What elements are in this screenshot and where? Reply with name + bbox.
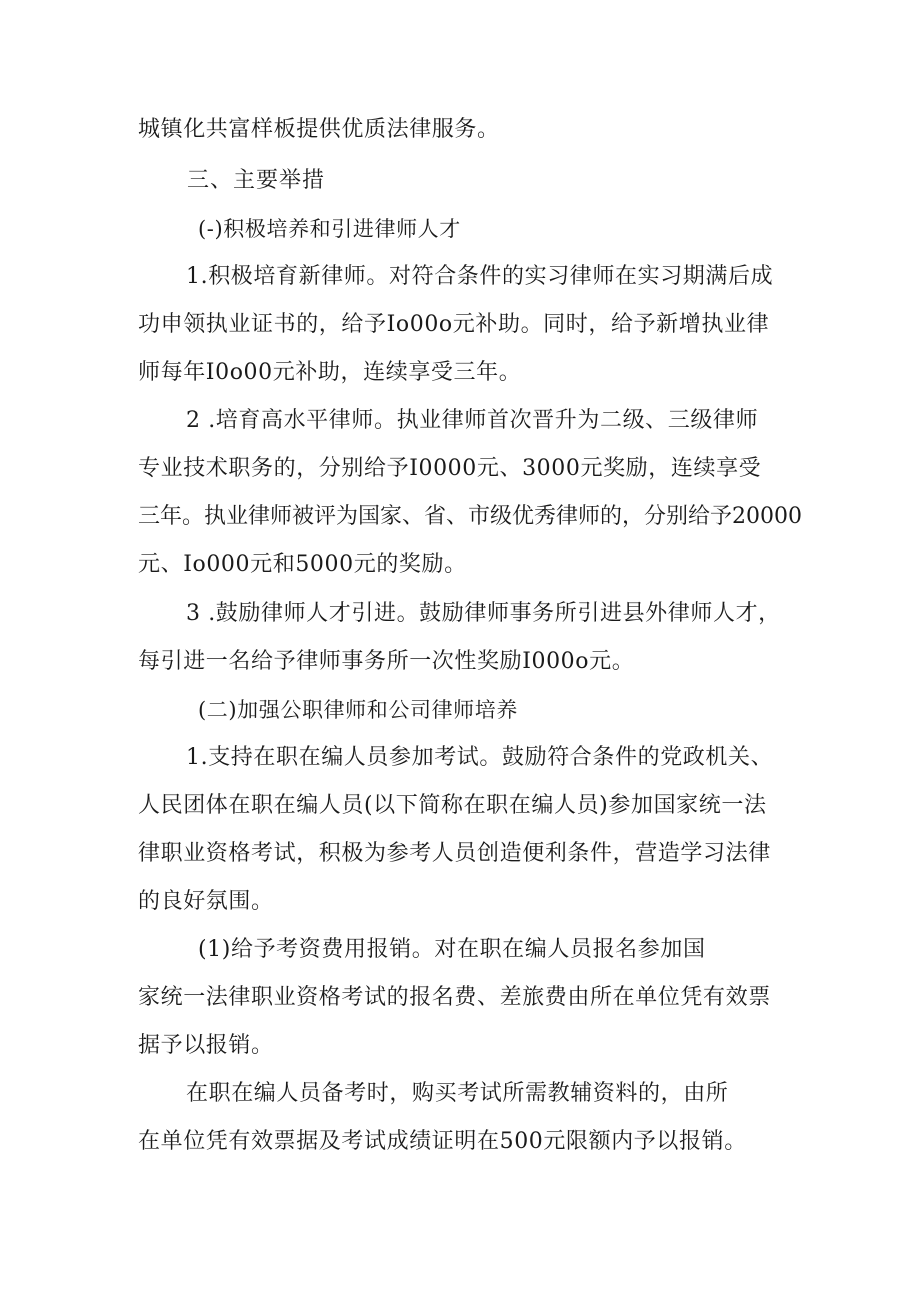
text-line-14: 1.支持在职在编人员参加考试。鼓励符合条件的党政机关、 <box>186 745 774 770</box>
subsection-heading-2: (二)加强公职律师和公司律师培养 <box>198 698 518 722</box>
text-line-20: 据予以报销。 <box>138 1033 274 1058</box>
text-line-7: 2 .培育高水平律师。执业律师首次晋升为二级、三级律师 <box>186 408 759 433</box>
text-line-21: 在职在编人员备考时，购买考试所需教辅资料的，由所 <box>186 1081 729 1106</box>
text-line-5: 功申领执业证书的，给予Io00o元补助。同时，给予新增执业律 <box>138 312 770 337</box>
text-line-4: 1.积极培育新律师。对符合条件的实习律师在实习期满后成 <box>186 264 774 289</box>
text-line-15: 人民团体在职在编人员(以下简称在职在编人员)参加国家统一法 <box>138 793 767 818</box>
text-line-6: 师每年I0o00元补助，连续享受三年。 <box>138 360 522 385</box>
text-line-1: 城镇化共富样板提供优质法律服务。 <box>138 117 500 142</box>
text-line-12: 每引进一名给予律师事务所一次性奖励I000o元。 <box>138 649 635 674</box>
text-line-9: 三年。执业律师被评为国家、省、市级优秀律师的，分别给予20000 <box>138 504 802 529</box>
text-line-8: 专业技术职务的，分别给予I0000元、3000元奖励，连续享受 <box>138 456 762 481</box>
text-line-22: 在单位凭有效票据及考试成绩证明在500元限额内予以报销。 <box>138 1129 747 1154</box>
text-line-16: 律职业资格考试，积极为参考人员创造便利条件，营造学习法律 <box>138 841 771 866</box>
section-heading-main-measures: 三、主要举措 <box>187 168 326 193</box>
text-line-17: 的良好氛围。 <box>138 889 274 914</box>
text-line-18: (1)给予考资费用报销。对在职在编人员报名参加国 <box>198 937 706 962</box>
text-line-19: 家统一法律职业资格考试的报名费、差旅费由所在单位凭有效票 <box>138 985 771 1010</box>
text-line-11: 3 .鼓励律师人才引进。鼓励律师事务所引进县外律师人才， <box>186 601 781 626</box>
subsection-heading-1: (-)积极培养和引进律师人才 <box>198 217 461 241</box>
text-line-10: 元、Io000元和5000元的奖励。 <box>138 552 467 577</box>
